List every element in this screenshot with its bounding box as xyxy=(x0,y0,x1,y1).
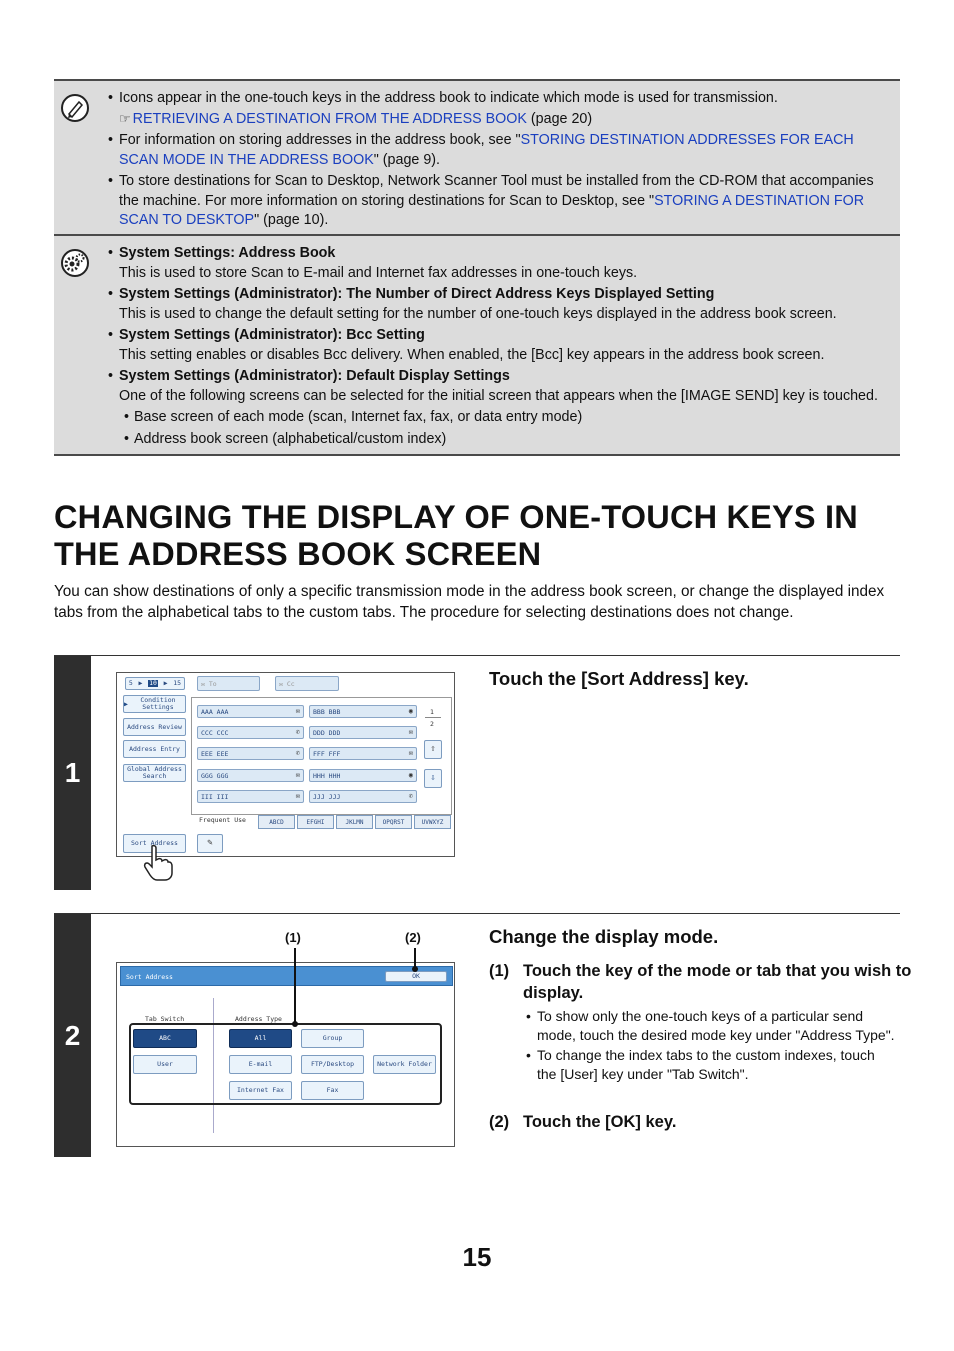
note-bullet: • To show only the one-touch keys of a particular send mode, touch the desired mode key under "Address Type". xyxy=(526,1007,896,1046)
tab-jklmn[interactable]: JKLMN xyxy=(336,815,373,829)
email-icon: ✉ xyxy=(295,707,300,715)
page-indicator-total: 2 xyxy=(430,720,434,728)
address-key[interactable]: GGG GGG ✉ xyxy=(197,769,304,782)
global-address-search-button[interactable]: Global Address Search xyxy=(123,764,186,782)
tab-efghi[interactable]: EFGHI xyxy=(297,815,334,829)
step-number: 2 xyxy=(54,914,91,1157)
address-key[interactable]: FFF FFF ✉ xyxy=(309,747,417,760)
note-item: • To store destinations for Scan to Desktop, Network Scanner Tool must be installed from the CD-ROM that accompanies the machine. For more information on storing destinations for Scan to Desktop, see "STORING A DESTINATION FOR SCAN TO DESKTOP" (page 10). xyxy=(108,172,886,231)
reference-link[interactable]: STORING A DESTINATION FOR SCAN TO DESKTOP xyxy=(119,192,865,228)
address-type-label: Address Type xyxy=(235,1015,282,1023)
note-bullet: • To change the index tabs to the custom indexes, touch the [User] key under "Tab Switch". xyxy=(526,1046,896,1085)
sort-address-button[interactable]: Sort Address xyxy=(123,834,186,853)
fax-button[interactable]: Fax xyxy=(301,1081,364,1100)
address-key[interactable]: AAA AAA ✉ xyxy=(197,705,304,718)
play-arrow-icon: ▶ xyxy=(124,699,128,708)
address-key[interactable]: EEE EEE ✆ xyxy=(197,747,304,760)
address-review-button[interactable]: Address Review xyxy=(123,718,186,736)
step-2 xyxy=(54,913,912,1157)
scroll-up-button[interactable] xyxy=(424,740,442,759)
email-icon: ✉ xyxy=(295,771,300,779)
note-box xyxy=(54,79,900,235)
instruction-1-notes xyxy=(526,1007,896,1084)
step-2-title: Change the display mode. xyxy=(489,926,719,947)
instruction-2: (2) Touch the [OK] key. xyxy=(489,1113,677,1131)
screen-title: Sort Address xyxy=(126,973,173,981)
address-book-screen xyxy=(116,672,455,857)
edit-icon: ✎ xyxy=(207,838,213,848)
note-item: • Icons appear in the one-touch keys in the address book to indicate which mode is used for transmission. ☞ RETRIEVING A DESTINATION FROM THE ADDRESS BOOK (page 20) xyxy=(108,89,886,129)
page-number: 15 xyxy=(462,1242,492,1272)
address-key[interactable]: JJJ JJJ ✆ xyxy=(309,790,417,803)
callout-lines xyxy=(54,914,494,1158)
pointing-hand-icon xyxy=(142,844,174,882)
tab-switch-label: Tab Switch xyxy=(145,1015,185,1023)
section-heading: CHANGING THE DISPLAY OF ONE-TOUCH KEYS IN THE ADDRESS BOOK SCREEN xyxy=(54,499,858,572)
page-indicator-current: 1 xyxy=(430,708,434,716)
cc-icon: ✉ xyxy=(279,679,287,688)
internet-fax-button[interactable]: Internet Fax xyxy=(229,1081,292,1100)
fax-icon: ✆ xyxy=(295,749,300,757)
tab-opqrst[interactable]: OPQRST xyxy=(375,815,412,829)
ftp-desktop-button[interactable]: FTP/Desktop xyxy=(301,1055,364,1074)
step-1 xyxy=(54,655,900,890)
to-icon: ✉ xyxy=(201,679,209,688)
arrow-down-icon: ⇩ xyxy=(430,773,436,783)
setting-subitem: • Base screen of each mode (scan, Internet fax, fax, or data entry mode) xyxy=(108,408,886,428)
ok-button[interactable]: OK xyxy=(385,971,447,982)
to-field[interactable]: ✉ To xyxy=(197,676,260,691)
setting-item: • System Settings (Administrator): The Number of Direct Address Keys Displayed Setting This is used to change the default setting for the number of one-touch keys displayed in the address book screen. xyxy=(108,285,886,324)
intro-paragraph: You can show destinations of only a specific transmission mode in the address book screen, or change the displayed index tabs from the alphabetical tabs to the custom tabs. The procedure for selecting destinations does not change. xyxy=(54,583,885,621)
step-1-title: Touch the [Sort Address] key. xyxy=(489,668,749,689)
setting-subitem: • Address book screen (alphabetical/custom index) xyxy=(108,430,886,450)
edit-key-button[interactable] xyxy=(197,834,223,853)
network-folder-button[interactable]: Network Folder xyxy=(373,1055,436,1074)
group-button[interactable]: Group xyxy=(301,1029,364,1048)
condition-settings-button[interactable]: ▶ Condition Settings xyxy=(123,695,186,713)
internet-fax-icon: ◉ xyxy=(408,771,413,779)
address-key[interactable]: CCC CCC ✆ xyxy=(197,726,304,739)
setting-item: • System Settings: Address Book This is used to store Scan to E-mail and Internet fax addresses in one-touch keys. xyxy=(108,244,886,283)
fax-icon: ✆ xyxy=(295,728,300,736)
email-icon: ✉ xyxy=(408,728,413,736)
tab-uvwxyz[interactable]: UVWXYZ xyxy=(414,815,451,829)
callout-1: (1) xyxy=(285,930,301,945)
reference-link[interactable]: STORING DESTINATION ADDRESSES FOR EACH SCAN MODE IN THE ADDRESS BOOK xyxy=(119,132,854,168)
page-divider xyxy=(425,717,441,718)
setting-item: • System Settings (Administrator): Default Display Settings One of the following screens can be selected for the initial screen that appears when the [IMAGE SEND] key is touched. xyxy=(108,367,886,406)
pencil-note-icon xyxy=(60,93,90,123)
callout-2: (2) xyxy=(405,930,421,945)
email-icon: ✉ xyxy=(295,792,300,800)
arrow-up-icon: ⇧ xyxy=(430,744,436,754)
setting-item: • System Settings (Administrator): Bcc Setting This setting enables or disables Bcc delivery. When enabled, the [Bcc] key appears in the address book screen. xyxy=(108,326,886,365)
email-button[interactable]: E-mail xyxy=(229,1055,292,1074)
reference-link[interactable]: RETRIEVING A DESTINATION FROM THE ADDRESS BOOK xyxy=(132,110,527,127)
tab-abcd[interactable]: ABCD xyxy=(258,815,295,829)
address-key[interactable]: III III ✉ xyxy=(197,790,304,803)
scroll-down-button[interactable] xyxy=(424,769,442,788)
tab-frequent-use[interactable]: Frequent Use xyxy=(199,816,246,824)
reference-icon: ☞ xyxy=(119,110,131,126)
abc-tab-button[interactable]: ABC xyxy=(133,1029,197,1048)
address-key[interactable]: HHH HHH ◉ xyxy=(309,769,417,782)
internet-fax-icon: ◉ xyxy=(408,707,413,715)
address-entry-button[interactable]: Address Entry xyxy=(123,740,186,758)
note-item: • For information on storing addresses in the address book, see "STORING DESTINATION ADDRESSES FOR EACH SCAN MODE IN THE ADDRESS BOOK" (page 9). xyxy=(108,131,886,170)
email-icon: ✉ xyxy=(408,749,413,757)
index-tabs xyxy=(258,815,451,829)
address-key[interactable]: DDD DDD ✉ xyxy=(309,726,417,739)
all-button[interactable]: All xyxy=(229,1029,292,1048)
user-tab-button[interactable]: User xyxy=(133,1055,197,1074)
step-number: 1 xyxy=(54,656,91,890)
fax-icon: ✆ xyxy=(408,792,413,800)
instruction-1: (1) Touch the key of the mode or tab that you wish to display. xyxy=(489,962,912,1002)
cc-field[interactable]: ✉ Cc xyxy=(275,676,339,691)
page-counter: 5 ▶ 10 ▶ 15 xyxy=(125,677,185,690)
address-key[interactable]: BBB BBB ◉ xyxy=(309,705,417,718)
system-settings-icon xyxy=(60,248,90,278)
system-settings-box xyxy=(54,234,900,456)
